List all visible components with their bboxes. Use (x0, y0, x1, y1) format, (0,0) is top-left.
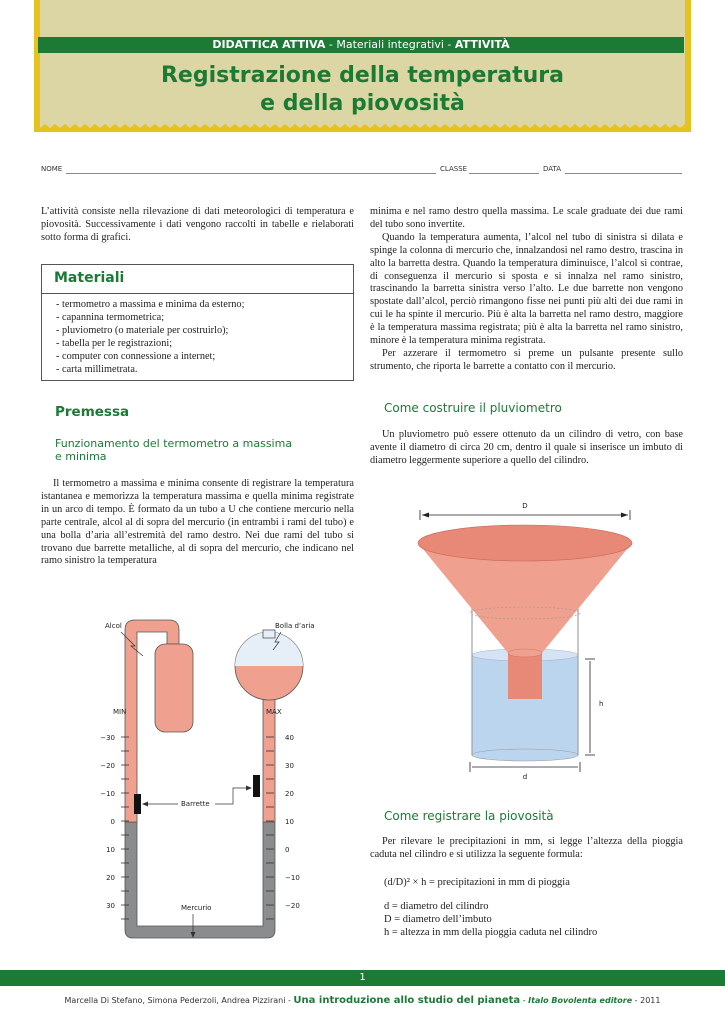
thermometer-subheading (55, 437, 292, 463)
list-item: - computer con connessione a internet; (56, 350, 216, 362)
year: - 2011 (632, 996, 661, 1005)
series-type: ATTIVITÀ (454, 38, 510, 51)
label-h: h (599, 700, 604, 708)
max-scale-tick: 0 (285, 846, 290, 854)
max-scale-tick: 20 (285, 790, 294, 798)
alcol-label: Alcol (105, 622, 122, 630)
max-scale-tick: −10 (285, 874, 300, 882)
arrow-left-icon (422, 513, 429, 518)
list-item: - carta millimetrata. (56, 363, 138, 375)
min-label: MIN (113, 708, 127, 716)
page-title (60, 62, 665, 118)
left-index-bar (134, 794, 141, 814)
funnel-spout (508, 653, 542, 699)
book-title: Una introduzione allo studio del pianeta (293, 995, 521, 1006)
min-scale-tick: 0 (110, 818, 115, 826)
registrare-paragraph (370, 836, 683, 862)
barrette-label: Barrette (181, 800, 210, 808)
min-scale-tick: 20 (106, 874, 115, 882)
classe-label: CLASSE (440, 165, 468, 173)
materials-title: Materiali (42, 265, 353, 294)
right-index-bar (253, 775, 260, 797)
intro-text: L’attività consiste nella rilevazione di dati meteorologici di temperatura e piovosità. Successivamente i dati vengono raccolti in tabelle e rielaborati sotto forma di grafici. (41, 206, 354, 243)
footer-credits (0, 995, 725, 1006)
nome-label: NOME (41, 165, 63, 173)
registrare-text: Per rilevare le precipitazioni in mm, si legge l’altezza della pioggia caduta nel cilindro e si utilizza la seguente formula: (370, 836, 683, 860)
max-label: MAX (266, 708, 282, 716)
series-sep: - (443, 38, 455, 51)
title-line-1: Registrazione della temperatura (160, 63, 564, 88)
max-scale-tick: −20 (285, 902, 300, 910)
thermometer-diagram (85, 612, 340, 947)
data-label: DATA (543, 165, 562, 173)
pluviometro-text: Un pluviometro può essere ottenuto da un cilindro di vetro, con base avente il diametro di circa 20 cm, dentro il quale si inserisce un imbuto di diametro leggermente superiore a quello del cilindro. (370, 429, 683, 466)
authors: Marcella Di Stefano, Simona Pederzoli, Andrea Pizzirani - (64, 996, 294, 1005)
min-scale-tick: 10 (106, 846, 115, 854)
header-series (38, 37, 684, 53)
title-line-2: e della piovosità (260, 91, 465, 116)
list-item: - pluviometro (o materiale per costruirlo); (56, 324, 229, 336)
list-item: - capannina termometrica; (56, 311, 165, 323)
max-scale-tick: 30 (285, 762, 294, 770)
paragraph: Quando la temperatura aumenta, l’alcol nel tubo di sinistra si dilata e spinge la colonna di mercurio che, innalzandosi nel ramo destro, trascina in alto la barretta destra. Quando la temperatura diminuisce, l’alcol si contrae, di conseguenza il mercurio si sposta e si innalza nel ramo sinistro, trascinando la barretta sinistra verso l’alto. Le due barrette non vengono spostate dall’alcol, perciò rimangono fisse nei punti più alti dei due rami in cui le ha spinte il mercurio. Più è alta la barretta nel ramo destro, maggiore è la temperatura massima registrata; più è alta la barretta nel ramo sinistro, minore è la temperatura minima registrata. (370, 231, 683, 347)
pluviometro-paragraph (370, 429, 683, 468)
nome-field[interactable] (66, 173, 436, 174)
registrare-heading: Come registrare la piovosità (384, 809, 554, 823)
premessa-text: Il termometro a massima e minima consente di registrare la temperatura istantanea e memorizza la temperatura massima e quella minima registrate in un arco di tempo. È formato da un tubo a U che contiene mercurio nella parte centrale, alcol al di sopra del mercurio (in entrambi i rami del tubo) e una bolla d’aria all’estremità del ramo destro. Nei due rami del tubo si trovano due barrette metalliche, al di sopra del mercurio, che indicano nel ramo sinistro la temperatura (41, 478, 354, 567)
min-scale-tick: −30 (100, 734, 115, 742)
intro-paragraph (41, 206, 354, 245)
page-number: 1 (359, 972, 366, 983)
formula: (d/D)² × h = precipitazioni in mm di pioggia (384, 877, 570, 888)
bolla-label: Bolla d’aria (275, 622, 315, 630)
mercurio-label: Mercurio (181, 904, 212, 912)
series-sep: - (325, 38, 337, 51)
min-scale-tick: 30 (106, 902, 115, 910)
pluviometro-heading: Come costruire il pluviometro (384, 401, 562, 415)
list-item: - tabella per le registrazioni; (56, 337, 173, 349)
subheading-line-2: e minima (55, 450, 107, 463)
series-section: Materiali integrativi (336, 38, 444, 51)
definition-h: h = altezza in mm della pioggia caduta nel cilindro (384, 927, 598, 938)
materials-list (42, 294, 353, 381)
list-item: - termometro a massima e minima da esterno; (56, 299, 245, 310)
classe-field[interactable] (469, 173, 539, 174)
min-scale-tick: −20 (100, 762, 115, 770)
max-scale-tick: 10 (285, 818, 294, 826)
right-column-text (370, 206, 683, 374)
mercury (125, 822, 275, 938)
materials-box (41, 264, 354, 381)
min-scale-tick: −10 (100, 790, 115, 798)
premessa-paragraph (41, 478, 354, 568)
definition-D: D = diametro dell’imbuto (384, 914, 492, 925)
premessa-heading: Premessa (55, 404, 130, 420)
paragraph: minima e nel ramo destro quella massima. Le scale graduate dei due rami del tubo sono invertite. (370, 206, 683, 230)
max-scale-tick: 40 (285, 734, 294, 742)
definition-d: d = diametro del cilindro (384, 901, 489, 912)
rain-gauge-diagram (410, 495, 650, 785)
arrow-right-icon (621, 513, 628, 518)
paragraph: Per azzerare il termometro si preme un pulsante presente sullo strumento, che riporta le barrette a contatto con il mercurio. (370, 347, 683, 372)
subheading-line-1: Funzionamento del termometro a massima (55, 437, 293, 450)
alcol-bulb (155, 644, 193, 732)
publisher: Italo Bovolenta editore (528, 996, 633, 1005)
label-d: d (522, 773, 528, 781)
data-field[interactable] (565, 173, 682, 174)
series-name: DIDATTICA ATTIVA (212, 38, 326, 51)
label-D: D (522, 502, 528, 510)
footer-sep: - (520, 996, 529, 1005)
